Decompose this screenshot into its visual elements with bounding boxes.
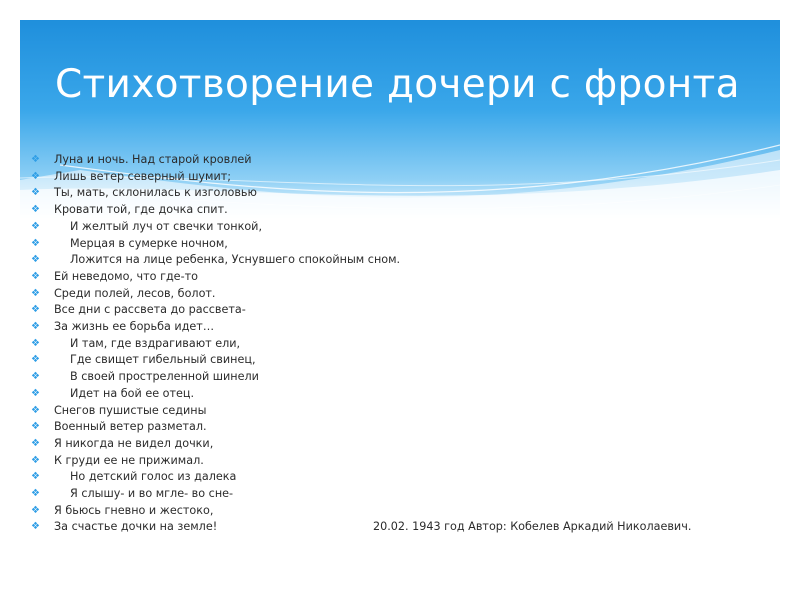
poem-line bbox=[28, 236, 400, 253]
poem-line bbox=[28, 269, 400, 286]
poem-line-text: Но детский голос из далека bbox=[70, 470, 237, 484]
diamond-bullet-icon: ❖ bbox=[31, 321, 40, 333]
poem-line bbox=[28, 169, 400, 186]
poem-line bbox=[28, 403, 400, 420]
poem-line bbox=[28, 336, 400, 353]
diamond-bullet-icon: ❖ bbox=[31, 371, 40, 383]
diamond-bullet-icon: ❖ bbox=[31, 437, 40, 449]
diamond-bullet-icon: ❖ bbox=[31, 170, 40, 182]
poem-line-text: Где свищет гибельный свинец, bbox=[70, 353, 256, 367]
poem-line bbox=[28, 453, 400, 470]
poem-line bbox=[28, 369, 400, 386]
poem-line-text: Снегов пушистые седины bbox=[54, 403, 207, 417]
poem-line-text: Я никогда не видел дочки, bbox=[54, 436, 214, 450]
poem-line bbox=[28, 302, 400, 319]
poem-line bbox=[28, 152, 400, 169]
poem-line bbox=[28, 252, 400, 269]
poem-line bbox=[28, 319, 400, 336]
poem-line bbox=[28, 386, 400, 403]
diamond-bullet-icon: ❖ bbox=[31, 337, 40, 349]
diamond-bullet-icon: ❖ bbox=[31, 488, 40, 500]
poem-line bbox=[28, 352, 400, 369]
diamond-bullet-icon: ❖ bbox=[31, 354, 40, 366]
poem-line bbox=[28, 503, 400, 520]
poem-line-text: Лишь ветер северный шумит; bbox=[54, 169, 232, 183]
poem-line-text: Луна и ночь. Над старой кровлей bbox=[54, 153, 252, 166]
diamond-bullet-icon: ❖ bbox=[31, 287, 40, 299]
diamond-bullet-icon: ❖ bbox=[31, 387, 40, 399]
poem-line-text: Мерцая в сумерке ночном, bbox=[70, 236, 228, 250]
diamond-bullet-icon: ❖ bbox=[31, 254, 40, 266]
poem-line bbox=[28, 202, 400, 219]
diamond-bullet-icon: ❖ bbox=[31, 204, 40, 216]
diamond-bullet-icon: ❖ bbox=[31, 504, 40, 516]
poem-line-text: И желтый луч от свечки тонкой, bbox=[70, 219, 262, 233]
poem-line-text: Я бьюсь гневно и жестоко, bbox=[54, 503, 214, 517]
poem-line bbox=[28, 286, 400, 303]
poem-line-text: За счастье дочки на земле! bbox=[54, 520, 218, 534]
poem-line-text: Кровати той, где дочка спит. bbox=[54, 203, 228, 217]
poem-line-text: В своей простреленной шинели bbox=[70, 370, 259, 384]
poem-line-text: К груди ее не прижимал. bbox=[54, 453, 204, 467]
diamond-bullet-icon: ❖ bbox=[31, 454, 40, 466]
poem-line-text: И там, где вздрагивают ели, bbox=[70, 336, 241, 350]
diamond-bullet-icon: ❖ bbox=[31, 154, 40, 165]
diamond-bullet-icon: ❖ bbox=[31, 187, 40, 199]
poem-line bbox=[28, 185, 400, 202]
diamond-bullet-icon: ❖ bbox=[31, 237, 40, 249]
poem-text bbox=[28, 152, 692, 536]
poem-line-text: За жизнь ее борьба идет… bbox=[54, 320, 215, 334]
poem-line bbox=[28, 486, 400, 503]
diamond-bullet-icon: ❖ bbox=[31, 521, 40, 533]
poem-line-text: Военный ветер разметал. bbox=[54, 420, 207, 434]
poem-line bbox=[28, 419, 400, 436]
diamond-bullet-icon: ❖ bbox=[31, 421, 40, 433]
poem-line-text: Ты, мать, склонилась к изголовью bbox=[54, 186, 257, 200]
poem-line-text: Среди полей, лесов, болот. bbox=[54, 286, 216, 300]
poem-line bbox=[28, 436, 400, 453]
poem-line-text: Ей неведомо, что где-то bbox=[54, 269, 198, 283]
poem-line bbox=[28, 469, 400, 486]
poem-line-text: Я слышу- и во мгле- во сне- bbox=[70, 487, 234, 501]
diamond-bullet-icon: ❖ bbox=[31, 471, 40, 483]
poem-line bbox=[28, 219, 400, 236]
slide-title: Стихотворение дочери с фронта bbox=[55, 62, 740, 107]
poem-line bbox=[28, 519, 692, 536]
date-author-note: 20.02. 1943 год Автор: Кобелев Аркадий Николаевич. bbox=[373, 520, 692, 534]
poem-line-text: Все дни с рассвета до рассвета- bbox=[54, 303, 246, 317]
poem-line-text: Ложится на лице ребенка, Уснувшего спокойным сном. bbox=[70, 253, 401, 267]
diamond-bullet-icon: ❖ bbox=[31, 304, 40, 316]
diamond-bullet-icon: ❖ bbox=[31, 220, 40, 232]
poem-line-text: Идет на бой ее отец. bbox=[70, 386, 195, 400]
diamond-bullet-icon: ❖ bbox=[31, 404, 40, 416]
diamond-bullet-icon: ❖ bbox=[31, 270, 40, 282]
